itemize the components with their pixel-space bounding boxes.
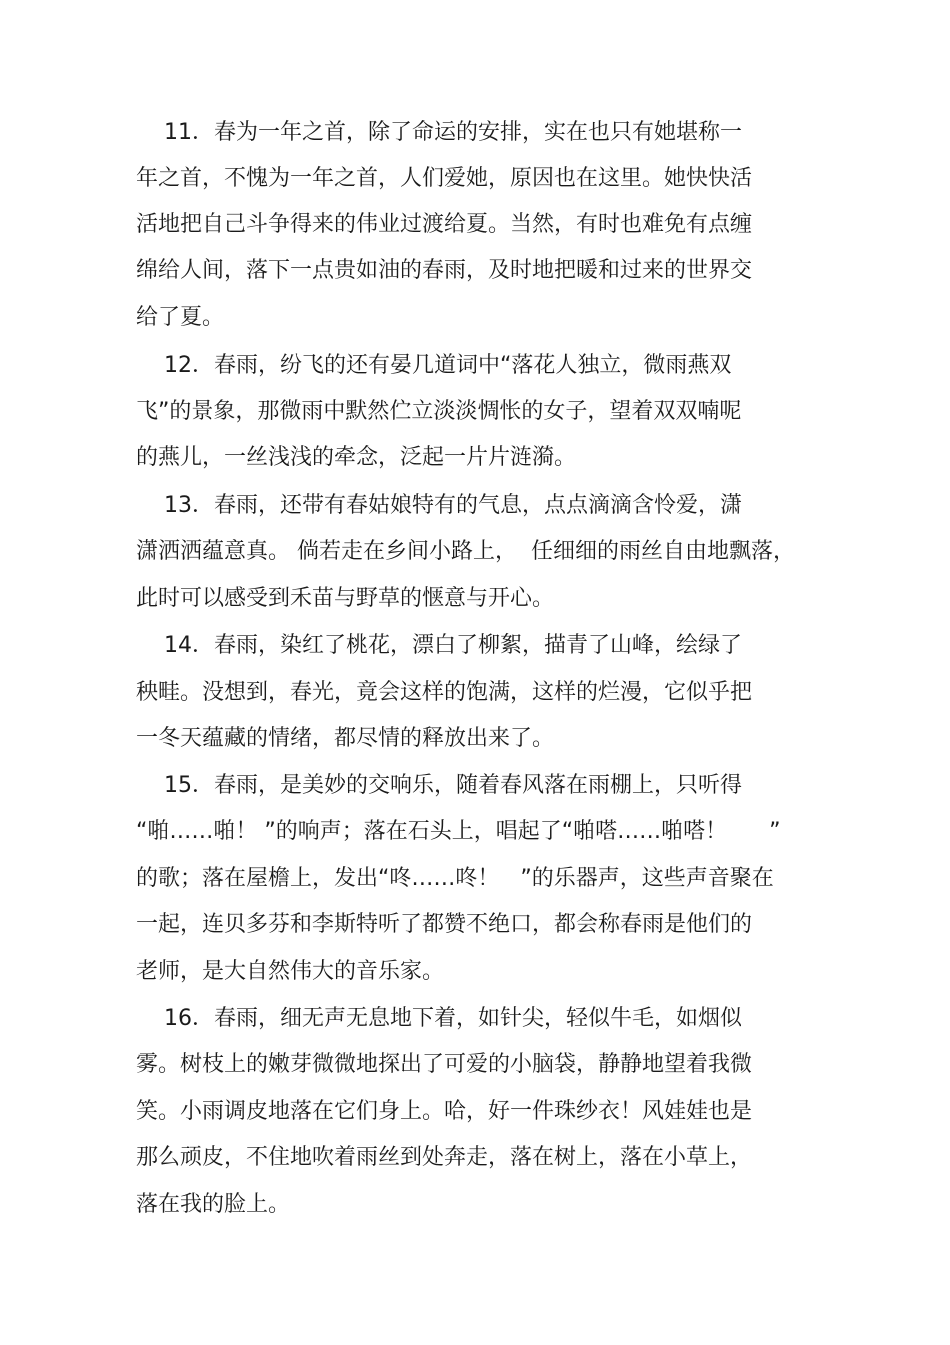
paragraph-13-line-2: 潇洒洒蕴意真。 倘若走在乡间小路上， 任细细的雨丝自由地飘落， (136, 539, 795, 564)
paragraph-13-line-1: 13．春雨，还带有春姑娘特有的气息，点点滴滴含怜爱，潇 (136, 493, 742, 518)
paragraph-11-line-5: 给了夏。 (136, 305, 225, 330)
paragraph-15-line-5: 老师，是大自然伟大的音乐家。 (136, 959, 445, 984)
paragraph-11-line-2: 年之首，不愧为一年之首，人们爱她，原因也在这里。她快快活 (136, 166, 753, 191)
paragraph-14-line-3: 一冬天蕴藏的情绪，都尽情的释放出来了。 (136, 726, 555, 751)
paragraph-12-line-2: 飞”的景象，那微雨中默然伫立淡淡惆怅的女子，望着双双喃呢 (136, 399, 742, 424)
paragraph-16-line-1: 16．春雨，细无声无息地下着，如针尖，轻似牛毛，如烟似 (136, 1006, 742, 1031)
paragraph-13-line-3: 此时可以感受到禾苗与野草的惬意与开心。 (136, 586, 555, 611)
paragraph-16-line-4: 那么顽皮，不住地吹着雨丝到处奔走，落在树上，落在小草上， (136, 1145, 753, 1170)
paragraph-15-line-3: 的歌；落在屋檐上，发出“咚……咚！ ”的乐器声，这些声音聚在 (136, 866, 774, 891)
paragraph-12-line-3: 的燕儿，一丝浅浅的牵念，泛起一片片涟漪。 (136, 445, 577, 470)
paragraph-11-line-3: 活地把自己斗争得来的伟业过渡给夏。当然，有时也难免有点缠 (136, 212, 753, 237)
paragraph-15-line-4: 一起，连贝多芬和李斯特听了都赞不绝口，都会称春雨是他们的 (136, 912, 753, 937)
paragraph-16-line-3: 笑。小雨调皮地落在它们身上。哈，好一件珠纱衣！风娃娃也是 (136, 1099, 753, 1124)
paragraph-16-line-5: 落在我的脸上。 (136, 1192, 291, 1217)
paragraph-14-line-1: 14．春雨，染红了桃花，漂白了柳絮，描青了山峰，绘绿了 (136, 633, 742, 658)
paragraph-16-line-2: 雾。树枝上的嫩芽微微地探出了可爱的小脑袋，静静地望着我微 (136, 1052, 753, 1077)
paragraph-15-line-2: “啪……啪！ ”的响声；落在石头上，唱起了“啪嗒……啪嗒！ ” (136, 819, 781, 844)
paragraph-12-line-1: 12．春雨，纷飞的还有晏几道词中“落花人独立，微雨燕双 (136, 353, 732, 378)
paragraph-14-line-2: 秧畦。没想到，春光，竟会这样的饱满，这样的烂漫，它似乎把 (136, 680, 753, 705)
paragraph-11-line-4: 绵给人间，落下一点贵如油的春雨，及时地把暖和过来的世界交 (136, 258, 753, 283)
paragraph-11-line-1: 11．春为一年之首，除了命运的安排，实在也只有她堪称一 (136, 120, 742, 145)
paragraph-15-line-1: 15．春雨，是美妙的交响乐，随着春风落在雨棚上，只听得 (136, 773, 742, 798)
